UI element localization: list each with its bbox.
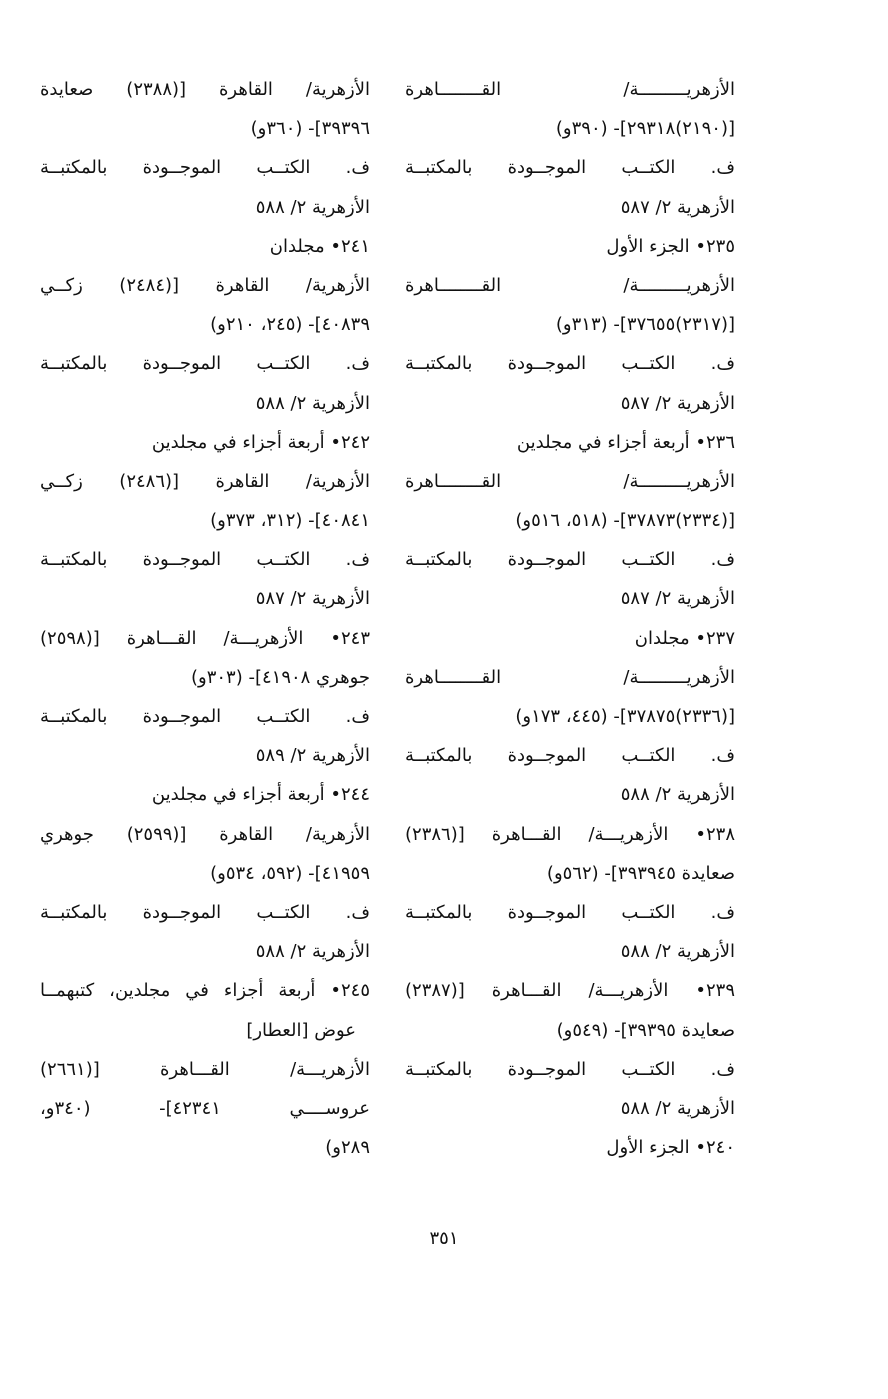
left-column-line: عروســــي ٤٢٣٤١]- (٣٤٠و، — [40, 1097, 370, 1119]
right-column-line: الأزهرية ٢/ ٥٨٨ — [620, 784, 735, 806]
right-column-line: [(٢٣١٧)٣٧٦٥٥]- (٣١٣و) — [555, 314, 735, 336]
right-text-column — [405, 70, 735, 1167]
right-column-line: الأزهرية ٢/ ٥٨٨ — [620, 1097, 735, 1119]
left-column-line: الأزهرية ٢/ ٥٨٨ — [255, 941, 370, 963]
left-column-line: الأزهرية/ القاهرة [(٢٤٨٤) زكــي — [40, 274, 370, 296]
right-column-line: ف. الكتــب الموجــودة بالمكتبــة — [405, 1058, 735, 1080]
left-column-line: ٤١٩٥٩]- (٥٩٢، ٥٣٤و) — [210, 862, 370, 884]
left-column-line: ٤٠٨٤١]- (٣١٢، ٣٧٣و) — [210, 510, 370, 532]
left-column-line: ٤٠٨٣٩]- (٢٤٥، ٢١٠و) — [210, 314, 370, 336]
right-column-line: ف. الكتــب الموجــودة بالمكتبــة — [405, 549, 735, 571]
left-column-line: الأزهرية/ القاهرة [(٢٤٨٦) زكــي — [40, 470, 370, 492]
right-column-line: الأزهريـــــــــة/ القــــــــاهرة — [405, 470, 735, 492]
left-column-line: الأزهرية ٢/ ٥٨٩ — [255, 745, 370, 767]
right-column-line: الأزهريـــــــــة/ القــــــــاهرة — [405, 274, 735, 296]
left-column-line: ٢٤٥• أربعة أجزاء في مجلدين، كتبهمــا — [40, 980, 370, 1002]
left-column-line: ٢٤٢• أربعة أجزاء في مجلدين — [151, 431, 370, 453]
left-column-line: الأزهرية ٢/ ٥٨٧ — [255, 588, 370, 610]
right-column-line: الأزهريـــــــــة/ القــــــــاهرة — [405, 79, 735, 100]
right-column-line: ف. الكتــب الموجــودة بالمكتبــة — [405, 901, 735, 923]
left-column-line: الأزهرية ٢/ ٥٨٨ — [255, 392, 370, 414]
left-column-line: ٢٤١• مجلدان — [269, 235, 370, 257]
right-column-line: ٢٣٦• أربعة أجزاء في مجلدين — [516, 431, 735, 453]
left-column-line: ف. الكتــب الموجــودة بالمكتبــة — [40, 549, 370, 571]
right-column-line: الأزهرية ٢/ ٥٨٧ — [620, 196, 735, 218]
left-column-line: الأزهرية/ القاهرة [(٢٥٩٩) جوهري — [40, 823, 370, 845]
left-column-line: ف. الكتــب الموجــودة بالمكتبــة — [40, 706, 370, 727]
page-number: ٣٥١ — [429, 1228, 459, 1249]
left-column-line: الأزهرية/ القاهرة [(٢٣٨٨) صعايدة — [40, 79, 370, 100]
right-column-line: ف. الكتــب الموجــودة بالمكتبــة — [405, 745, 735, 767]
right-column-line: [(٢١٩٠)٢٩٣١٨]- (٣٩٠و) — [555, 118, 735, 140]
right-column-line: ٢٣٧• مجلدان — [634, 627, 735, 649]
right-column-line: صعايدة ٣٩٣٩٤٥]- (٥٦٢و) — [546, 862, 735, 884]
left-column-line: ٢٤٤• أربعة أجزاء في مجلدين — [151, 784, 370, 806]
right-column-line: الأزهريـــــــــة/ القــــــــاهرة — [405, 666, 735, 688]
right-column-line: ف. الكتــب الموجــودة بالمكتبــة — [405, 353, 735, 375]
right-column-line: ٢٣٥• الجزء الأول — [606, 235, 735, 257]
left-text-column — [40, 70, 370, 1167]
right-column-line: [(٢٣٣٦)٣٧٨٧٥]- (٤٤٥، ١٧٣و) — [515, 706, 735, 727]
right-column-line: الأزهرية ٢/ ٥٨٧ — [620, 588, 735, 610]
left-column-line: ٢٨٩و) — [325, 1137, 370, 1159]
right-column-line: ٢٣٩• الأزهريـــة/ القـــاهرة [(٢٣٨٧) — [405, 980, 735, 1002]
right-column-line: [(٢٣٣٤)٣٧٨٧٣]- (٥١٨، ٥١٦و) — [515, 510, 735, 532]
right-column-line: الأزهرية ٢/ ٥٨٨ — [620, 941, 735, 963]
left-column-line: ف. الكتــب الموجــودة بالمكتبــة — [40, 157, 370, 179]
left-column-line: جوهري ٤١٩٠٨]- (٣٠٣و) — [190, 666, 370, 688]
right-column-line: صعايدة ٣٩٣٩٥]- (٥٤٩و) — [556, 1019, 735, 1041]
right-column-line: ٢٣٨• الأزهريـــة/ القـــاهرة [(٢٣٨٦) — [405, 823, 735, 845]
left-column-line: ف. الكتــب الموجــودة بالمكتبــة — [40, 353, 370, 375]
left-column-line: الأزهرية ٢/ ٥٨٨ — [255, 196, 370, 218]
left-column-line: ف. الكتــب الموجــودة بالمكتبــة — [40, 901, 370, 923]
right-column-line: ٢٤٠• الجزء الأول — [606, 1137, 735, 1159]
right-column-line: الأزهرية ٢/ ٥٨٧ — [620, 392, 735, 414]
left-column-line: ٣٩٣٩٦]- (٣٦٠و) — [250, 118, 370, 140]
left-column-line: عوض [العطار] — [246, 1019, 356, 1041]
right-column-line: ف. الكتــب الموجــودة بالمكتبــة — [405, 157, 735, 179]
left-column-line: ٢٤٣• الأزهريـــة/ القـــاهرة [(٢٥٩٨) — [40, 627, 370, 649]
left-column-line: الأزهريـــة/ القـــاهرة [(٢٦٦١) — [40, 1058, 370, 1080]
